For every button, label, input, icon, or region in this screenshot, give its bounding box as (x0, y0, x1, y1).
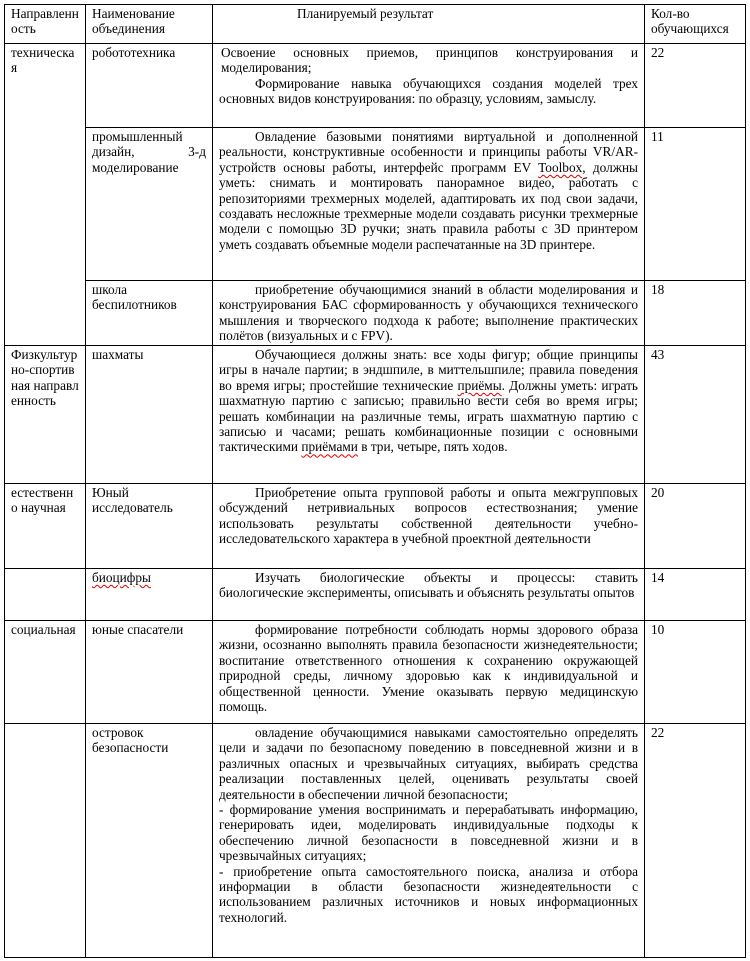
result-cell (213, 128, 645, 281)
result-cell (213, 44, 645, 128)
table-row (5, 281, 746, 346)
result-paragraph: Формирование навыка обучающихся создания моделей трех основных видов конструирования: по образцу, условиям, замыслу. (219, 75, 638, 107)
result-text: . Должны уметь: играть шахматную партию с записью; правильно вести себя во время игры; решать комбинации на различные темы, играть шахматную партию с записью и часами; решать комбинационные позиции с основными тактическими (219, 377, 638, 455)
table-row (5, 621, 746, 724)
count-cell: 43 (645, 346, 746, 484)
result-cell: формирование потребности соблюдать нормы здорового образа жизни, осознанно выполнять правила безопасности жизнедеятельности; воспитание ответственного отношения к сохранению окружающей природной среды, личному здоровью как к индивидуальной и общественной ценности. Умение оказывать первую медицинскую помощь. (213, 621, 645, 724)
table-row (5, 484, 746, 569)
spellcheck-word: биоцифры (92, 570, 151, 585)
result-cell: приобретение обучающимися знаний в области моделирования и конструирования БАС сформированность у обучающихся технического мышления и творческого подхода к работе; выполнение практических полётов (визуальных и с FPV). (213, 281, 645, 346)
result-cell: Изучать биологические объекты и процессы: ставить биологические эксперименты, описывать и объяснять результаты опытов (213, 569, 645, 621)
result-paragraph: Освоение основных приемов, принципов конструирования и моделирования; (221, 45, 638, 76)
result-cell (213, 724, 645, 958)
count-cell: 18 (645, 281, 746, 346)
result-text: , должны уметь: снимать и монтировать панорамное видео, работать с репозиториями трехмерных моделей, адаптировать их под свои задачи, создавать несложные трехмерные модели создавать рисунки трехмерные модели с помощью 3D ручки; знать правила работы с 3D принтером уметь создавать объемные модели распечатанные на 3D принтере. (219, 159, 638, 252)
name-cell: юные спасатели (86, 621, 213, 724)
result-cell: Приобретение опыта групповой работы и опыта межгрупповых обсуждений нетривиальных вопросов естествознания; умение использовать результаты собственной деятельности учебно-исследовательского характера в учебной проектной деятельности (213, 484, 645, 569)
name-cell: школа беспилотников (86, 281, 213, 346)
name-cell: промышленный дизайн, 3-д моделирование (86, 128, 213, 281)
count-cell: 20 (645, 484, 746, 569)
direction-cell (5, 569, 86, 621)
table-row (5, 346, 746, 484)
count-cell: 11 (645, 128, 746, 281)
table-row (5, 44, 746, 128)
programs-table (4, 4, 746, 958)
spellcheck-word: приёмы (457, 377, 502, 393)
header-direction: Направленность (5, 5, 86, 44)
direction-cell: естественно научная (5, 484, 86, 569)
direction-cell (5, 724, 86, 958)
result-paragraph: - формирование умения воспринимать и перерабатывать информацию, генерировать идеи, моделировать индивидуальные подходы к обеспечению личной безопасности в повседневной жизни и в чрезвычайных ситуациях; (219, 802, 638, 864)
table-row (5, 128, 746, 281)
result-paragraph: - приобретение опыта самостоятельного поиска, анализа и отбора информации в области безопасности жизнедеятельности с использованием различных источников и новых информационных технологий. (219, 863, 638, 925)
direction-cell: Физкультурно-спортивная направленность (5, 346, 86, 484)
name-cell: Юный исследователь (86, 484, 213, 569)
count-cell: 22 (645, 44, 746, 128)
header-name: Наименование объединения (86, 5, 213, 44)
header-count: Кол-во обучающихся (645, 5, 746, 44)
name-cell (86, 569, 213, 621)
table-row (5, 724, 746, 958)
table-header-row (5, 5, 746, 44)
result-cell (213, 346, 645, 484)
count-cell: 10 (645, 621, 746, 724)
result-text: Обучающиеся должны знать: все ходы фигур; общие принципы игры в начале партии; в эндшпиле, в миттельшпиле; правила поведения во время игры; простейшие технические (219, 347, 638, 393)
spellcheck-word: Toolbox (538, 159, 583, 175)
table-row (5, 569, 746, 621)
direction-cell: техническая (5, 44, 86, 346)
direction-cell: социальная (5, 621, 86, 724)
result-text: в три, четыре, пять ходов. (357, 439, 508, 455)
count-cell: 14 (645, 569, 746, 621)
name-cell: островок безопасности (86, 724, 213, 958)
result-text: Овладение базовыми понятиями виртуальной и дополненной реальности, конструктивные особенности и принципы работы VR/AR-устройств основы работы, интерфейс программ EV (219, 129, 638, 175)
name-cell: робототехника (86, 44, 213, 128)
spellcheck-word: приёмами (301, 439, 358, 455)
count-cell: 22 (645, 724, 746, 958)
name-cell: шахматы (86, 346, 213, 484)
header-result: Планируемый результат (213, 5, 645, 44)
result-paragraph: овладение обучающимися навыками самостоятельно определять цели и задачи по безопасному поведению в повседневной жизни и в различных опасных и чрезвычайных ситуациях, выбирать средства реализации поставленных целей, оценивать результаты своей деятельности в обеспечении личной безопасности; (219, 725, 638, 802)
